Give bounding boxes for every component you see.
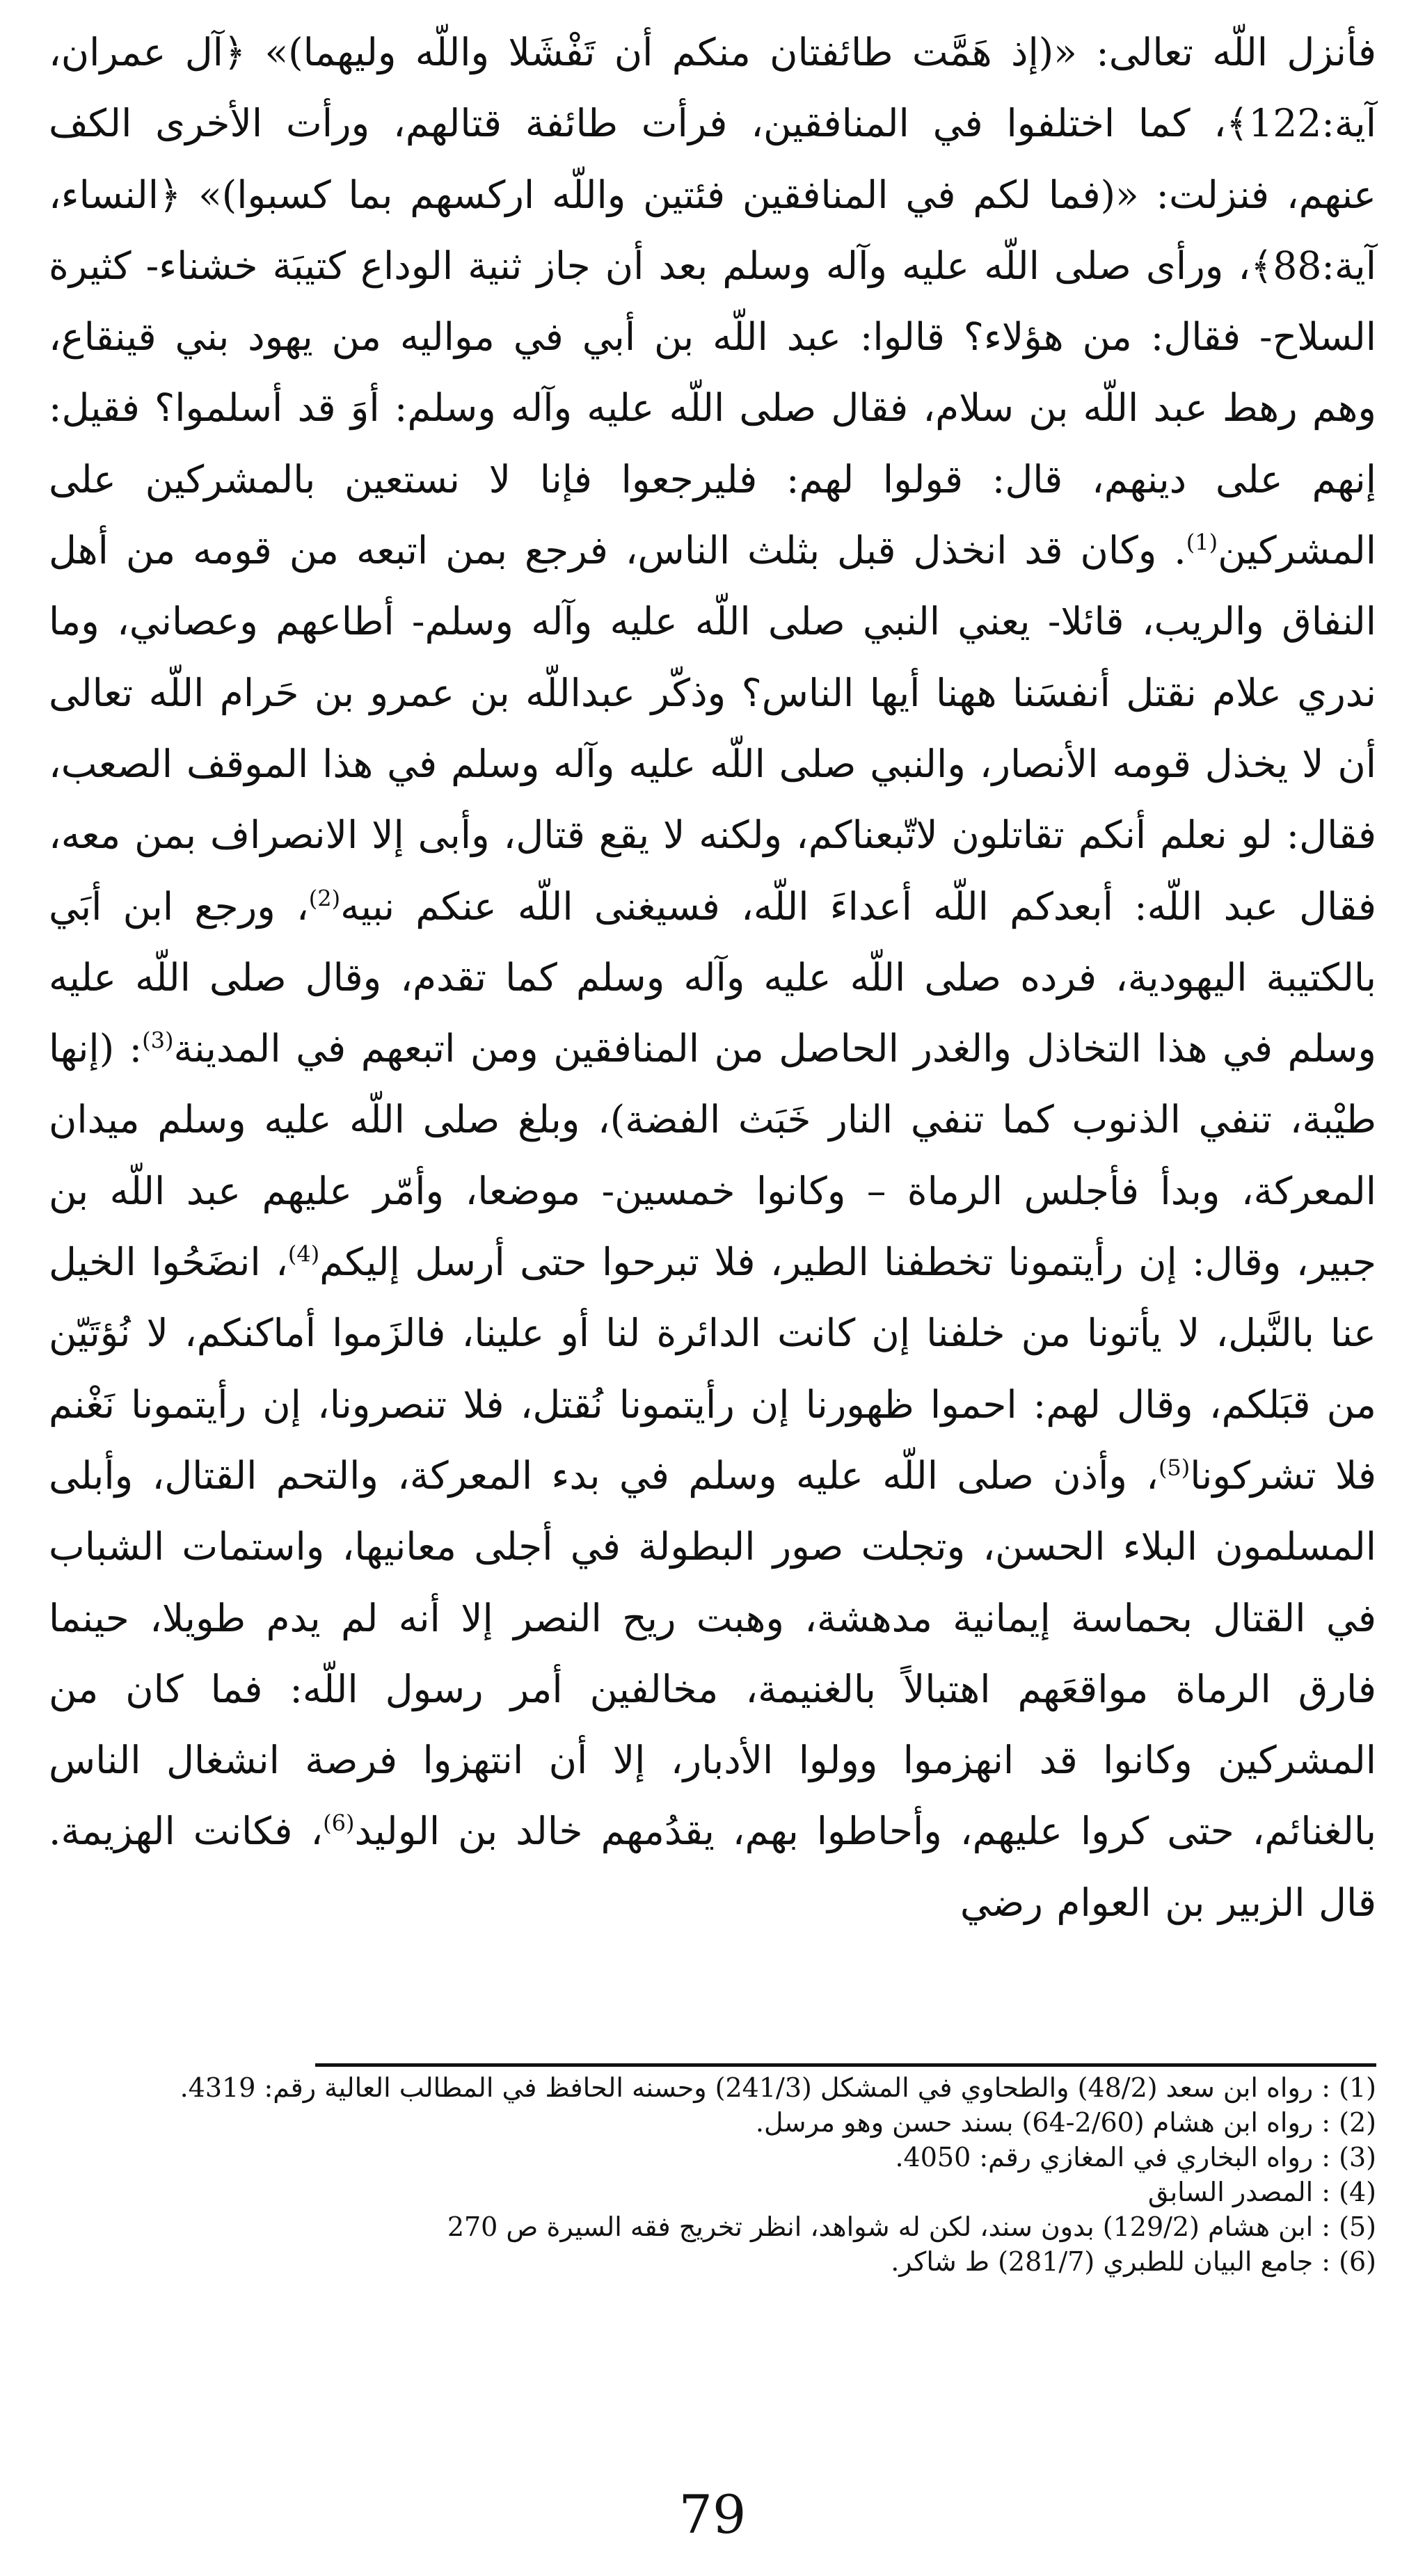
footnote-5: (5) : ابن هشام (129/2) بدون سند، لكن له شواهد، انظر تخريج فقه السيرة ص 270: [447, 2211, 1376, 2242]
text-run: ، انضَحُوا الخيل عنا بالنَّبل، لا يأتونا من خلفنا إن كانت الدائرة لنا أو علينا، فالزَموا أماكنكم، لا نُؤتَيّن من قبَلكم، وقال لهم: احموا ظهورنا إن رأيتمونا نُقتل، فلا تنصرونا، إن رأيتمونا نَغْنم فلا تشركونا: [49, 1240, 1376, 1498]
body-text: [49, 17, 1376, 1938]
footnote-marker: (6): [323, 1810, 355, 1837]
footnotes: [49, 2070, 1376, 2279]
text-run: . وكان قد انخذل قبل بثلث الناس، فرجع بمن اتبعه من قومه من أهل النفاق والريب، قائلا- يعني النبي صلى اللّه عليه وآله وسلم- أطاعهم وعصاني، وما ندري علام نقتل أنفسَنا ههنا أيها الناس؟ وذكّر عبداللّه بن عمرو بن حَرام اللّه تعالى أن لا يخذل قومه الأنصار، والنبي صلى اللّه عليه وآله وسلم في هذا الموقف الصعب، فقال: لو نعلم أنكم تقاتلون لاتّبعناكم، ولكنه لا يقع قتال، وأبى إلا الانصراف بمن معه، فقال عبد اللّه: أبعدكم اللّه أعداءَ اللّه، فسيغنى اللّه عنكم نبيه: [49, 528, 1376, 929]
footnote-6: (6) : جامع البيان للطبري (281/7) ط شاكر.: [891, 2246, 1376, 2277]
footnote-marker: (3): [142, 1027, 174, 1054]
text-run: : (إنها طيْبة، تنفي الذنوب كما تنفي النار خَبَث الفضة)، وبلغ صلى اللّه عليه وسلم ميدان المعركة، وبدأ فأجلس الرماة – وكانوا خمسين- موضعا، وأمّر عليهم عبد اللّه بن جبير، وقال: إن رأيتمونا تخطفنا الطير، فلا تبرحوا حتى أرسل إليكم: [49, 1026, 1376, 1285]
footnote-marker: (2): [308, 885, 341, 912]
footnote-4: (4) : المصدر السابق: [1147, 2177, 1376, 2207]
footnote-marker: (5): [1158, 1454, 1191, 1481]
body-paragraph: [49, 17, 1376, 1938]
page-number: 79: [678, 2483, 747, 2545]
text-run: فأنزل اللّه تعالى: «(إذ هَمَّت طائفتان منكم أن تَفْشَلا واللّه وليهما)» ﴿آل عمران، آية:122﴾، كما اختلفوا في المنافقين، فرأت طائفة قتالهم، ورأت الأخرى الكف عنهم، فنزلت: «(فما لكم في المنافقين فئتين واللّه اركسهم بما كسبوا)» ﴿النساء، آية:88﴾، ورأى صلى اللّه عليه وآله وسلم بعد أن جاز ثنية الوداع كتيبَة خشناء- كثيرة السلاح- فقال: من هؤلاء؟ قالوا: عبد اللّه بن أبي في مواليه من يهود بني قينقاع، وهم رهط عبد اللّه بن سلام، فقال صلى اللّه عليه وآله وسلم: أوَ قد أسلموا؟ فقيل: إنهم على دينهم، قال: قولوا لهم: فليرجعوا فإنا لا نستعين بالمشركين على المشركين: [49, 30, 1376, 573]
text-run: ، فكانت الهزيمة. قال الزبير بن العوام رضي: [49, 1809, 1376, 1925]
footnote-marker: (4): [287, 1240, 320, 1267]
footnote-1: (1) : رواه ابن سعد (48/2) والطحاوي في المشكل (241/3) وحسنه الحافظ في المطالب العالية رقم: 4319.: [180, 2072, 1376, 2103]
footnote-divider: [315, 2063, 1376, 2067]
text-run: ، وأذن صلى اللّه عليه وسلم في بدء المعركة، والتحم القتال، وأبلى المسلمون البلاء الحسن، وتجلت صور البطولة في أجلى معانيها، واستمات الشباب في القتال بحماسة إيمانية مدهشة، وهبت ريح النصر إلا أنه لم يدم طويلا، حينما فارق الرماة مواقعَهم اهتبالاً بالغنيمة، مخالفين أمر رسول اللّه: فما كان من المشركين وكانوا قد انهزموا وولوا الأدبار، إلا أن انتهزوا فرصة انشغال الناس بالغنائم، حتى كروا عليهم، وأحاطوا بهم، يقدُمهم خالد بن الوليد: [49, 1453, 1376, 1854]
text-run: ، ورجع ابن أبَي بالكتيبة اليهودية، فرده صلى اللّه عليه وآله وسلم كما تقدم، وقال صلى اللّه عليه وسلم في هذا التخاذل والغدر الحاصل من المنافقين ومن اتبعهم في المدينة: [49, 883, 1376, 1071]
footnote-marker: (1): [1186, 529, 1218, 556]
footnote-3: (3) : رواه البخاري في المغازي رقم: 4050.: [895, 2142, 1376, 2173]
footnote-2: (2) : رواه ابن هشام (2/60-64) بسند حسن وهو مرسل.: [755, 2107, 1376, 2138]
